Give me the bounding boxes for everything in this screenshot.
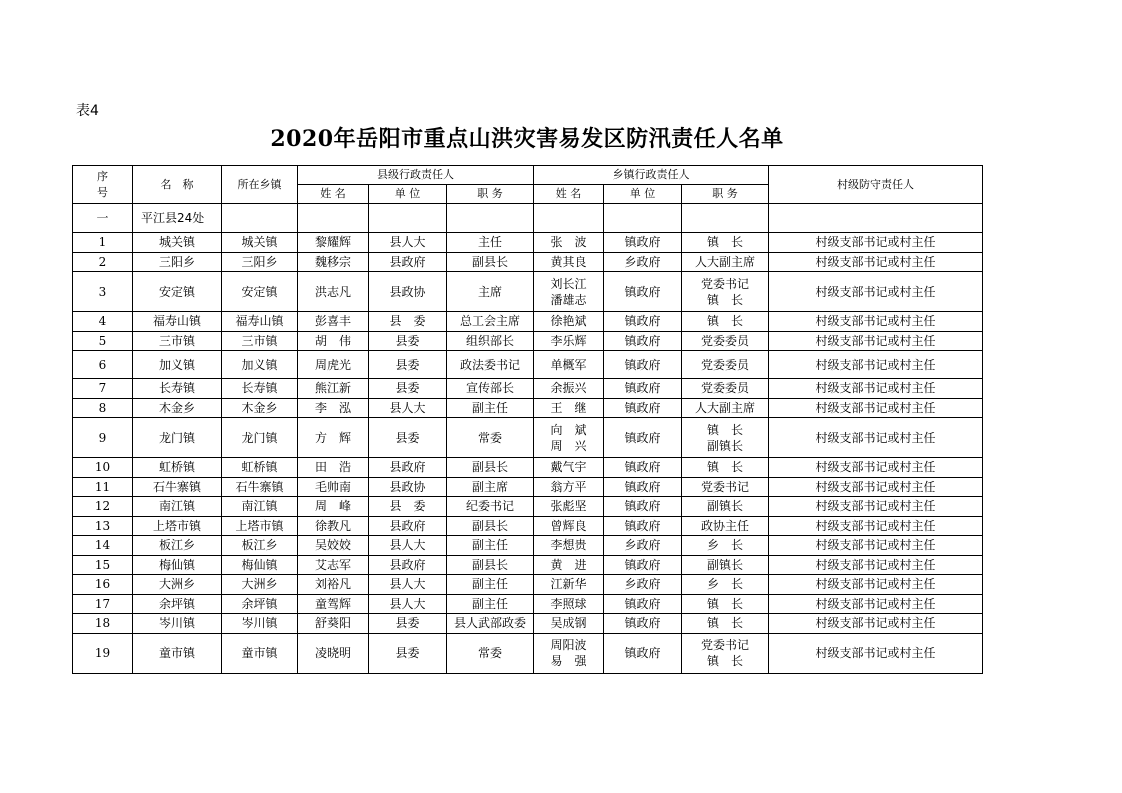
- township-post: 镇 长: [682, 458, 769, 478]
- table-row: [73, 252, 983, 272]
- county-unit: 县委: [369, 614, 447, 634]
- village-responsible: 村级支部书记或村主任: [769, 594, 983, 614]
- village-responsible: 村级支部书记或村主任: [769, 614, 983, 634]
- town-name: 三市镇: [222, 331, 298, 351]
- site-name: 石牛寨镇: [133, 477, 222, 497]
- township-unit: 镇政府: [604, 555, 682, 575]
- town-name: 余坪镇: [222, 594, 298, 614]
- town-name: 加义镇: [222, 351, 298, 379]
- township-unit: 乡政府: [604, 536, 682, 556]
- county-post: 副主任: [447, 536, 534, 556]
- township-unit: 镇政府: [604, 272, 682, 312]
- document-title: 2020年岳阳市重点山洪灾害易发区防汛责任人名单: [270, 126, 784, 152]
- county-person: 方 辉: [298, 418, 369, 458]
- header-township-person: 姓 名: [534, 185, 604, 204]
- town-name: 福寿山镇: [222, 312, 298, 332]
- township-person: 黄其良: [534, 252, 604, 272]
- township-unit: 乡政府: [604, 575, 682, 595]
- table-label: 表4: [76, 103, 99, 119]
- town-name: 梅仙镇: [222, 555, 298, 575]
- township-post: 人大副主席: [682, 252, 769, 272]
- county-unit: 县 委: [369, 497, 447, 517]
- county-post: 常委: [447, 418, 534, 458]
- township-post: 副镇长: [682, 497, 769, 517]
- row-number: 14: [73, 536, 133, 556]
- township-post: 镇 长: [682, 233, 769, 253]
- village-responsible: 村级支部书记或村主任: [769, 331, 983, 351]
- county-post: 总工会主席: [447, 312, 534, 332]
- county-unit: 县人大: [369, 594, 447, 614]
- village-responsible: 村级支部书记或村主任: [769, 351, 983, 379]
- site-name: 大洲乡: [133, 575, 222, 595]
- township-post: 政协主任: [682, 516, 769, 536]
- table-row: [73, 497, 983, 517]
- township-post: 镇 长: [682, 594, 769, 614]
- township-post: 党委委员: [682, 351, 769, 379]
- village-responsible: 村级支部书记或村主任: [769, 575, 983, 595]
- site-name: 岑川镇: [133, 614, 222, 634]
- county-person: 童驾辉: [298, 594, 369, 614]
- header-county-group: 县级行政责任人: [298, 166, 534, 185]
- row-number: 4: [73, 312, 133, 332]
- county-post: 常委: [447, 633, 534, 673]
- site-name: 余坪镇: [133, 594, 222, 614]
- township-person: 向 斌 周 兴: [534, 418, 604, 458]
- town-name: 南江镇: [222, 497, 298, 517]
- table-row: [73, 594, 983, 614]
- table-row: [73, 233, 983, 253]
- township-post: 副镇长: [682, 555, 769, 575]
- township-unit: 镇政府: [604, 312, 682, 332]
- township-person: 余振兴: [534, 379, 604, 399]
- table-row: [73, 351, 983, 379]
- township-person: 李乐辉: [534, 331, 604, 351]
- section-seq: 一: [73, 204, 133, 233]
- table-row: [73, 398, 983, 418]
- table-row: [73, 633, 983, 673]
- county-unit: 县人大: [369, 233, 447, 253]
- township-post: 人大副主席: [682, 398, 769, 418]
- township-person: 李想贵: [534, 536, 604, 556]
- village-responsible: 村级支部书记或村主任: [769, 497, 983, 517]
- township-unit: 镇政府: [604, 418, 682, 458]
- site-name: 三阳乡: [133, 252, 222, 272]
- county-unit: 县政府: [369, 252, 447, 272]
- header-name: 名 称: [133, 166, 222, 204]
- town-name: 安定镇: [222, 272, 298, 312]
- table-row: [73, 331, 983, 351]
- county-unit: 县 委: [369, 312, 447, 332]
- site-name: 加义镇: [133, 351, 222, 379]
- township-unit: 镇政府: [604, 497, 682, 517]
- village-responsible: 村级支部书记或村主任: [769, 477, 983, 497]
- county-post: 副主任: [447, 594, 534, 614]
- county-unit: 县人大: [369, 398, 447, 418]
- table-row: [73, 516, 983, 536]
- township-post: 乡 长: [682, 536, 769, 556]
- town-name: 大洲乡: [222, 575, 298, 595]
- county-person: 黎耀辉: [298, 233, 369, 253]
- county-unit: 县人大: [369, 536, 447, 556]
- county-person: 田 浩: [298, 458, 369, 478]
- county-post: 副主任: [447, 575, 534, 595]
- header-seq: 序 号: [73, 166, 133, 204]
- village-responsible: 村级支部书记或村主任: [769, 252, 983, 272]
- village-responsible: 村级支部书记或村主任: [769, 233, 983, 253]
- county-post: 组织部长: [447, 331, 534, 351]
- header-row-group: [73, 166, 983, 185]
- row-number: 2: [73, 252, 133, 272]
- section-row: [73, 204, 983, 233]
- county-person: 胡 伟: [298, 331, 369, 351]
- site-name: 三市镇: [133, 331, 222, 351]
- township-unit: 镇政府: [604, 331, 682, 351]
- county-unit: 县政府: [369, 516, 447, 536]
- town-name: 上塔市镇: [222, 516, 298, 536]
- site-name: 木金乡: [133, 398, 222, 418]
- township-post: 乡 长: [682, 575, 769, 595]
- township-unit: 镇政府: [604, 594, 682, 614]
- village-responsible: 村级支部书记或村主任: [769, 418, 983, 458]
- township-person: 张 波: [534, 233, 604, 253]
- county-unit: 县委: [369, 331, 447, 351]
- township-person: 黄 进: [534, 555, 604, 575]
- responsibility-table: [72, 165, 983, 674]
- village-responsible: 村级支部书记或村主任: [769, 312, 983, 332]
- township-person: 翁方平: [534, 477, 604, 497]
- header-county-unit: 单 位: [369, 185, 447, 204]
- row-number: 11: [73, 477, 133, 497]
- county-unit: 县政府: [369, 458, 447, 478]
- township-person: 戴气宇: [534, 458, 604, 478]
- township-post: 党委书记: [682, 477, 769, 497]
- table-row: [73, 272, 983, 312]
- row-number: 15: [73, 555, 133, 575]
- header-village: 村级防守责任人: [769, 166, 983, 204]
- site-name: 梅仙镇: [133, 555, 222, 575]
- site-name: 福寿山镇: [133, 312, 222, 332]
- county-post: 副主席: [447, 477, 534, 497]
- township-unit: 镇政府: [604, 633, 682, 673]
- county-post: 副县长: [447, 252, 534, 272]
- site-name: 虹桥镇: [133, 458, 222, 478]
- village-responsible: 村级支部书记或村主任: [769, 458, 983, 478]
- row-number: 10: [73, 458, 133, 478]
- township-unit: 镇政府: [604, 233, 682, 253]
- town-name: 童市镇: [222, 633, 298, 673]
- county-unit: 县人大: [369, 575, 447, 595]
- town-name: 板江乡: [222, 536, 298, 556]
- county-person: 徐教凡: [298, 516, 369, 536]
- township-unit: 镇政府: [604, 516, 682, 536]
- county-person: 熊江新: [298, 379, 369, 399]
- township-person: 刘长江 潘雄志: [534, 272, 604, 312]
- county-person: 周 峰: [298, 497, 369, 517]
- township-unit: 镇政府: [604, 477, 682, 497]
- site-name: 上塔市镇: [133, 516, 222, 536]
- township-unit: 镇政府: [604, 398, 682, 418]
- township-post: 镇 长: [682, 614, 769, 634]
- row-number: 9: [73, 418, 133, 458]
- town-name: 虹桥镇: [222, 458, 298, 478]
- township-person: 徐艳斌: [534, 312, 604, 332]
- county-person: 毛帅南: [298, 477, 369, 497]
- site-name: 龙门镇: [133, 418, 222, 458]
- header-township-unit: 单 位: [604, 185, 682, 204]
- header-township-group: 乡镇行政责任人: [534, 166, 769, 185]
- township-post: 党委书记 镇 长: [682, 633, 769, 673]
- site-name: 城关镇: [133, 233, 222, 253]
- town-name: 城关镇: [222, 233, 298, 253]
- table-row: [73, 379, 983, 399]
- county-person: 艾志军: [298, 555, 369, 575]
- county-person: 刘裕凡: [298, 575, 369, 595]
- village-responsible: 村级支部书记或村主任: [769, 536, 983, 556]
- county-person: 彭喜丰: [298, 312, 369, 332]
- table-row: [73, 458, 983, 478]
- township-unit: 镇政府: [604, 614, 682, 634]
- township-unit: 乡政府: [604, 252, 682, 272]
- row-number: 7: [73, 379, 133, 399]
- town-name: 石牛寨镇: [222, 477, 298, 497]
- table-row: [73, 536, 983, 556]
- row-number: 17: [73, 594, 133, 614]
- county-person: 舒葵阳: [298, 614, 369, 634]
- row-number: 8: [73, 398, 133, 418]
- row-number: 1: [73, 233, 133, 253]
- town-name: 木金乡: [222, 398, 298, 418]
- county-unit: 县委: [369, 418, 447, 458]
- header-county-person: 姓 名: [298, 185, 369, 204]
- township-post: 镇 长: [682, 312, 769, 332]
- county-post: 副县长: [447, 458, 534, 478]
- township-person: 曾辉良: [534, 516, 604, 536]
- table-row: [73, 312, 983, 332]
- township-unit: 镇政府: [604, 351, 682, 379]
- town-name: 岑川镇: [222, 614, 298, 634]
- township-person: 周阳波 易 强: [534, 633, 604, 673]
- county-person: 吴姣姣: [298, 536, 369, 556]
- village-responsible: 村级支部书记或村主任: [769, 379, 983, 399]
- village-responsible: 村级支部书记或村主任: [769, 398, 983, 418]
- row-number: 12: [73, 497, 133, 517]
- county-unit: 县政协: [369, 272, 447, 312]
- county-post: 主席: [447, 272, 534, 312]
- table-row: [73, 575, 983, 595]
- header-town: 所在乡镇: [222, 166, 298, 204]
- county-post: 副县长: [447, 516, 534, 536]
- township-post: 党委委员: [682, 331, 769, 351]
- header-township-post: 职 务: [682, 185, 769, 204]
- county-unit: 县委: [369, 633, 447, 673]
- township-unit: 镇政府: [604, 458, 682, 478]
- county-person: 周虎光: [298, 351, 369, 379]
- row-number: 16: [73, 575, 133, 595]
- table-row: [73, 418, 983, 458]
- table-row: [73, 614, 983, 634]
- county-post: 纪委书记: [447, 497, 534, 517]
- township-person: 李照球: [534, 594, 604, 614]
- county-unit: 县委: [369, 351, 447, 379]
- township-post: 党委书记 镇 长: [682, 272, 769, 312]
- county-post: 主任: [447, 233, 534, 253]
- township-post: 党委委员: [682, 379, 769, 399]
- section-name: 平江县24处: [133, 204, 222, 233]
- table-row: [73, 477, 983, 497]
- row-number: 5: [73, 331, 133, 351]
- row-number: 18: [73, 614, 133, 634]
- site-name: 长寿镇: [133, 379, 222, 399]
- township-person: 江新华: [534, 575, 604, 595]
- row-number: 3: [73, 272, 133, 312]
- county-person: 凌晓明: [298, 633, 369, 673]
- town-name: 龙门镇: [222, 418, 298, 458]
- row-number: 19: [73, 633, 133, 673]
- village-responsible: 村级支部书记或村主任: [769, 633, 983, 673]
- township-person: 单概军: [534, 351, 604, 379]
- header-county-post: 职 务: [447, 185, 534, 204]
- county-post: 副县长: [447, 555, 534, 575]
- town-name: 长寿镇: [222, 379, 298, 399]
- township-person: 张彪坚: [534, 497, 604, 517]
- county-unit: 县委: [369, 379, 447, 399]
- village-responsible: 村级支部书记或村主任: [769, 272, 983, 312]
- site-name: 板江乡: [133, 536, 222, 556]
- site-name: 南江镇: [133, 497, 222, 517]
- township-post: 镇 长 副镇长: [682, 418, 769, 458]
- township-person: 吴成钢: [534, 614, 604, 634]
- county-person: 洪志凡: [298, 272, 369, 312]
- site-name: 童市镇: [133, 633, 222, 673]
- county-post: 政法委书记: [447, 351, 534, 379]
- township-unit: 镇政府: [604, 379, 682, 399]
- county-unit: 县政府: [369, 555, 447, 575]
- county-person: 魏移宗: [298, 252, 369, 272]
- town-name: 三阳乡: [222, 252, 298, 272]
- county-post: 县人武部政委: [447, 614, 534, 634]
- county-unit: 县政协: [369, 477, 447, 497]
- village-responsible: 村级支部书记或村主任: [769, 516, 983, 536]
- table-row: [73, 555, 983, 575]
- county-post: 宣传部长: [447, 379, 534, 399]
- township-person: 王 继: [534, 398, 604, 418]
- site-name: 安定镇: [133, 272, 222, 312]
- row-number: 6: [73, 351, 133, 379]
- village-responsible: 村级支部书记或村主任: [769, 555, 983, 575]
- county-post: 副主任: [447, 398, 534, 418]
- row-number: 13: [73, 516, 133, 536]
- county-person: 李 泓: [298, 398, 369, 418]
